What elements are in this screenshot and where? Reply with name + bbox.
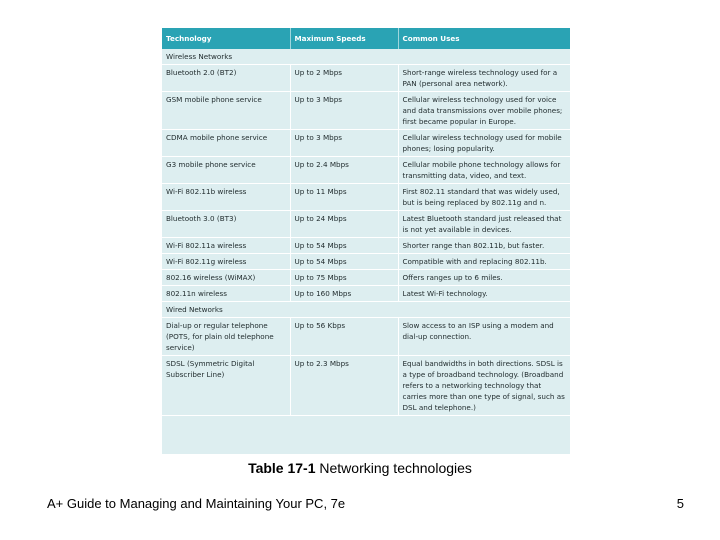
- networking-technologies-table-image: [162, 28, 570, 454]
- table-row: [162, 65, 570, 92]
- cell-speed: Up to 54 Mbps: [290, 254, 398, 270]
- cell-speed: Up to 75 Mbps: [290, 270, 398, 286]
- cell-technology: Wi-Fi 802.11b wireless: [162, 184, 290, 211]
- networking-technologies-table: [162, 28, 570, 416]
- cell-technology: CDMA mobile phone service: [162, 130, 290, 157]
- cell-technology: Wi-Fi 802.11g wireless: [162, 254, 290, 270]
- section-row-wireless: [162, 49, 570, 65]
- cell-technology: Bluetooth 2.0 (BT2): [162, 65, 290, 92]
- table-row: [162, 130, 570, 157]
- cell-technology: Wi-Fi 802.11a wireless: [162, 238, 290, 254]
- cell-uses: Short-range wireless technology used for a PAN (personal area network).: [398, 65, 570, 92]
- table-row: [162, 238, 570, 254]
- table-row: [162, 157, 570, 184]
- cell-technology: G3 mobile phone service: [162, 157, 290, 184]
- cell-speed: Up to 3 Mbps: [290, 130, 398, 157]
- cell-speed: Up to 3 Mbps: [290, 92, 398, 130]
- cell-uses: First 802.11 standard that was widely used, but is being replaced by 802.11g and n.: [398, 184, 570, 211]
- cell-speed: Up to 2.3 Mbps: [290, 356, 398, 416]
- cell-uses: Latest Wi-Fi technology.: [398, 286, 570, 302]
- footer-page-number: 5: [676, 496, 684, 511]
- cell-technology: Bluetooth 3.0 (BT3): [162, 211, 290, 238]
- table-row: [162, 270, 570, 286]
- header-maximum-speeds: Maximum Speeds: [290, 28, 398, 49]
- caption-number: Table 17-1: [248, 460, 316, 476]
- cell-speed: Up to 11 Mbps: [290, 184, 398, 211]
- cell-technology: GSM mobile phone service: [162, 92, 290, 130]
- cell-uses: Cellular wireless technology used for voice and data transmissions over mobile phones; first became popular in Europe.: [398, 92, 570, 130]
- cell-uses: Cellular wireless technology used for mobile phones; losing popularity.: [398, 130, 570, 157]
- cell-speed: Up to 24 Mbps: [290, 211, 398, 238]
- cell-uses: Shorter range than 802.11b, but faster.: [398, 238, 570, 254]
- caption-text: Networking technologies: [315, 460, 472, 476]
- cell-technology: SDSL (Symmetric Digital Subscriber Line): [162, 356, 290, 416]
- cell-speed: Up to 56 Kbps: [290, 318, 398, 356]
- section-row-wired: [162, 302, 570, 318]
- table-header-row: [162, 28, 570, 49]
- table-row: [162, 92, 570, 130]
- header-common-uses: Common Uses: [398, 28, 570, 49]
- table-row: [162, 254, 570, 270]
- table-row: [162, 286, 570, 302]
- cell-technology: Dial-up or regular telephone (POTS, for plain old telephone service): [162, 318, 290, 356]
- header-technology: Technology: [162, 28, 290, 49]
- cell-technology: 802.11n wireless: [162, 286, 290, 302]
- footer-book-title: A+ Guide to Managing and Maintaining Your PC, 7e: [47, 496, 346, 511]
- cell-speed: Up to 2.4 Mbps: [290, 157, 398, 184]
- table-row: [162, 184, 570, 211]
- cell-uses: Slow access to an ISP using a modem and dial-up connection.: [398, 318, 570, 356]
- table-caption: [0, 460, 720, 476]
- cell-uses: Equal bandwidths in both directions. SDSL is a type of broadband technology. (Broadband refers to a networking technology that carries more than one type of signal, such as DSL and telephone.): [398, 356, 570, 416]
- cell-speed: Up to 160 Mbps: [290, 286, 398, 302]
- table-row: [162, 356, 570, 416]
- table-row: [162, 318, 570, 356]
- cell-speed: Up to 2 Mbps: [290, 65, 398, 92]
- cell-speed: Up to 54 Mbps: [290, 238, 398, 254]
- cell-uses: Latest Bluetooth standard just released that is not yet available in devices.: [398, 211, 570, 238]
- cell-uses: Offers ranges up to 6 miles.: [398, 270, 570, 286]
- section-label-wireless: Wireless Networks: [162, 49, 570, 65]
- table-row: [162, 211, 570, 238]
- section-label-wired: Wired Networks: [162, 302, 570, 318]
- cell-technology: 802.16 wireless (WiMAX): [162, 270, 290, 286]
- cell-uses: Compatible with and replacing 802.11b.: [398, 254, 570, 270]
- cell-uses: Cellular mobile phone technology allows for transmitting data, video, and text.: [398, 157, 570, 184]
